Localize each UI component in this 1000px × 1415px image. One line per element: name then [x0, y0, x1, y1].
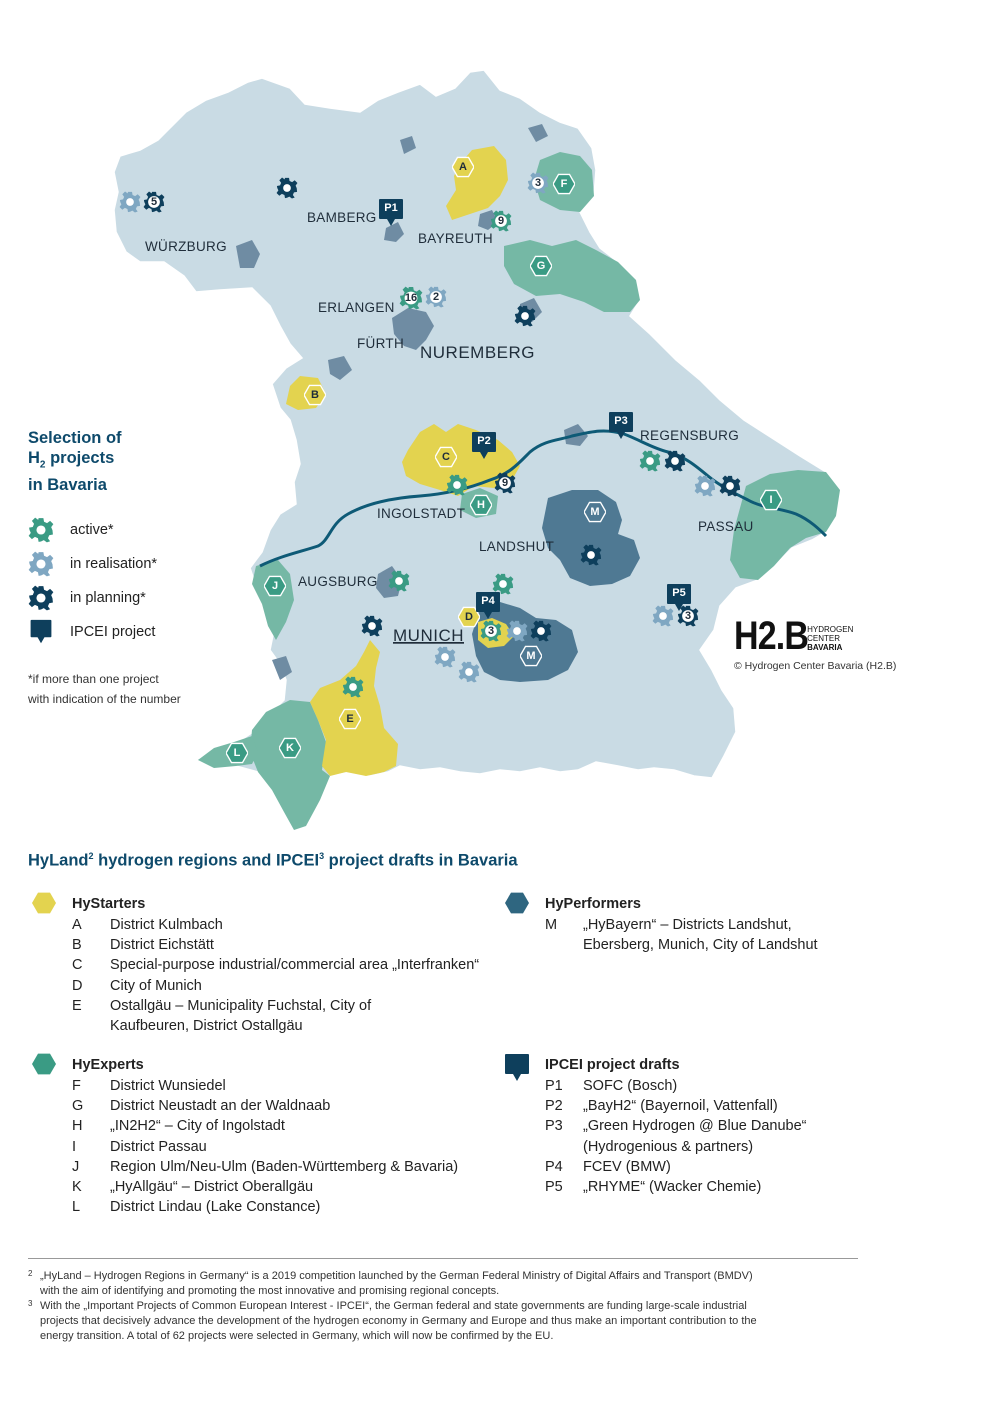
city-erlangen: ERLANGEN: [318, 300, 395, 315]
legend-active: active*: [28, 513, 268, 547]
footnote-3: 3 With the „Important Projects of Common European Interest - IPCEI“, the German federal and state governments are funding large-scale industrial projects that decisively advance the development of the hydrogen economy in Germany and Europe and thus make an important contribution to the energy transition. A total of 62 projects were selected in Germany, which will now be confirmed by the EU.: [28, 1299, 757, 1342]
city-landshut: LANDSHUT: [479, 539, 555, 554]
hyperformers-list: [545, 893, 865, 955]
hex-g[interactable]: [530, 256, 552, 275]
hex-h[interactable]: [470, 495, 492, 514]
city-wuerzburg: WÜRZBURG: [145, 239, 227, 254]
svg-text:H: H: [477, 499, 485, 511]
list-item: P2 „BayH2“ (Bayernoil, Vattenfall): [545, 1098, 778, 1115]
h2b-logo: H2.B: [734, 614, 809, 658]
copyright: © Hydrogen Center Bavaria (H2.B): [734, 660, 897, 672]
svg-text:G: G: [536, 260, 546, 272]
svg-text:9: 9: [497, 215, 505, 227]
realisation-gear-icon: [28, 551, 54, 577]
svg-text:P3: P3: [614, 415, 628, 427]
list-item: Ebersberg, Munich, City of Landshut: [583, 937, 818, 954]
city-passau: PASSAU: [698, 519, 754, 534]
hex-e[interactable]: [339, 709, 361, 728]
ipcei-pin-icon: [504, 1053, 530, 1083]
svg-text:J: J: [271, 580, 279, 592]
hex-m-landshut[interactable]: [584, 502, 606, 521]
hystarters-list: [72, 893, 512, 1036]
h2b-brand: [734, 614, 914, 672]
svg-text:I: I: [769, 494, 773, 506]
hystarter-hex-icon: [32, 891, 56, 915]
city-regensburg: REGENSBURG: [640, 428, 740, 443]
list-item: K „HyAllgäu“ – District Oberallgäu: [72, 1179, 314, 1196]
list-item: D City of Munich: [72, 977, 202, 994]
hex-i[interactable]: [760, 490, 782, 509]
list-item: A District Kulmbach: [72, 917, 223, 933]
svg-text:P5: P5: [672, 587, 686, 599]
city-fuerth: FÜRTH: [357, 336, 404, 351]
svg-text:3: 3: [534, 177, 542, 189]
h2b-subtitle: HYDROGEN CENTER BAVARIA: [807, 625, 854, 652]
hex-k[interactable]: [279, 738, 301, 757]
hyexpert-hex-icon: [32, 1052, 56, 1076]
legend-realisation: in realisation*: [28, 547, 268, 581]
section-title: HyLand$^2$ hydrogen regions and IPCEI$^3$ project drafts in Bavaria: [28, 851, 518, 870]
ipcei-list: [545, 1054, 865, 1197]
planning-gear-icon: [28, 585, 54, 611]
legend-ipcei: IPCEI project: [28, 615, 268, 649]
ipcei-title: IPCEI project drafts: [545, 1057, 680, 1073]
footnotes: [28, 1258, 858, 1344]
svg-text:5: 5: [150, 196, 158, 208]
svg-text:P4: P4: [481, 595, 495, 607]
hex-a[interactable]: [452, 157, 474, 176]
ipcei-pin-icon: [28, 619, 54, 645]
list-item: E Ostallgäu – Municipality Fuchstal, City of: [72, 997, 372, 1014]
list-item: P4 FCEV (BMW): [545, 1158, 671, 1175]
hex-b[interactable]: [304, 385, 326, 404]
svg-text:16: 16: [404, 292, 418, 304]
city-nuremberg: NUREMBERG: [420, 343, 536, 362]
hex-l[interactable]: [226, 743, 248, 762]
city-munich: MUNICH: [393, 626, 464, 645]
legend-planning: in planning*: [28, 581, 268, 615]
hystarters-title: HyStarters: [72, 896, 146, 912]
svg-text:B: B: [311, 389, 319, 401]
svg-text:L: L: [233, 747, 241, 759]
active-gear-icon: [28, 517, 54, 543]
hyperformers-title: HyPerformers: [545, 896, 641, 912]
city-augsburg: AUGSBURG: [298, 574, 378, 589]
list-item: (Hydrogenious & partners): [583, 1138, 754, 1155]
legend-note: *if more than one project with indication of the number: [28, 672, 181, 707]
svg-text:F: F: [560, 178, 568, 190]
list-item: J Region Ulm/Neu-Ulm (Baden-Württemberg & Bavaria): [72, 1158, 459, 1175]
list-item: F District Wunsiedel: [72, 1078, 226, 1094]
svg-text:A: A: [459, 161, 467, 173]
list-item: P1 SOFC (Bosch): [545, 1078, 678, 1094]
hex-f[interactable]: [553, 174, 575, 193]
list-item: L District Lindau (Lake Constance): [72, 1199, 321, 1216]
svg-text:3: 3: [684, 610, 692, 622]
list-item: G District Neustadt an der Waldnaab: [72, 1098, 331, 1115]
hex-m-munich[interactable]: [520, 646, 542, 665]
hex-c[interactable]: [435, 447, 457, 466]
list-item: Kaufbeuren, District Ostallgäu: [110, 1018, 303, 1035]
svg-text:P1: P1: [384, 202, 398, 214]
list-item: P3 „Green Hydrogen @ Blue Danube“: [545, 1118, 807, 1135]
svg-text:M: M: [526, 650, 536, 662]
list-item: C Special-purpose industrial/commercial area „Interfranken“: [72, 957, 480, 974]
city-ingolstadt: INGOLSTADT: [377, 506, 466, 521]
city-bayreuth: BAYREUTH: [418, 231, 493, 246]
city-bamberg: BAMBERG: [307, 210, 377, 225]
svg-text:2: 2: [432, 291, 440, 303]
svg-text:M: M: [590, 506, 600, 518]
hyperformer-hex-icon: [505, 891, 529, 915]
svg-text:D: D: [465, 611, 473, 623]
svg-text:C: C: [442, 451, 450, 463]
map-legend: [28, 428, 268, 709]
svg-text:3: 3: [487, 625, 495, 637]
svg-text:P2: P2: [477, 435, 491, 447]
footnote-2: 2 „HyLand – Hydrogen Regions in Germany“ is a 2019 competition launched by the German Federal Ministry of Digital Affairs and Transport (BMDV) with the aim of identifying and promoting the most innovative and promising regional concepts.: [28, 1269, 753, 1297]
list-item: I District Passau: [72, 1138, 207, 1155]
hyexperts-title: HyExperts: [72, 1057, 144, 1073]
list-item: H „IN2H2“ – City of Ingolstadt: [72, 1118, 285, 1135]
svg-text:9: 9: [501, 477, 509, 489]
svg-text:E: E: [346, 713, 354, 725]
list-item: B District Eichstätt: [72, 937, 214, 954]
svg-text:K: K: [286, 742, 294, 754]
list-item: M „HyBayern“ – Districts Landshut,: [545, 917, 792, 933]
hyexperts-list: [72, 1054, 512, 1217]
legend-title: Selection of $H_2$ projects in Bavaria: [28, 429, 122, 495]
list-item: P5 „RHYME“ (Wacker Chemie): [545, 1179, 762, 1196]
